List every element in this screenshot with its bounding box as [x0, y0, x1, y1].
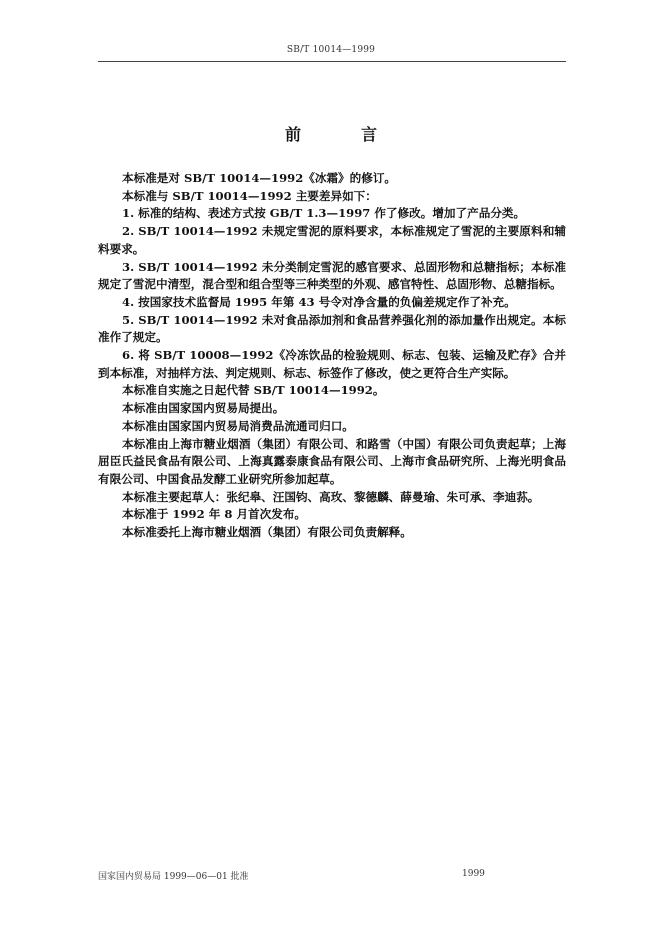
paragraph-centralized-by: 本标准由国家国内贸易局消费品流通司归口。 — [122, 418, 354, 433]
paragraph-difference-4: 4. 按国家技术监督局 1995 年第 43 号令对净含量的负偏差规定作了补充。 — [122, 294, 516, 309]
paragraph-differences-intro: 本标准与 SB/T 10014—1992 主要差异如下： — [122, 188, 377, 203]
paragraph-interpretation: 本标准委托上海市糖业烟酒（集团）有限公司负责解释。 — [122, 525, 412, 540]
header-rule — [98, 61, 566, 62]
paragraph-replacement: 本标准自实施之日起代替 SB/T 10014—1992。 — [122, 383, 385, 398]
paragraph-difference-2: 2. SB/T 10014—1992 未规定雪泥的原料要求，本标准规定了雪泥的主要原料和辅料要求。 — [98, 224, 566, 256]
paragraph-first-issue: 本标准于 1992 年 8 月首次发布。 — [122, 507, 307, 522]
header-standard-code: SB/T 10014—1999 — [286, 45, 376, 55]
paragraph-difference-1: 1. 标准的结构、表述方式按 GB/T 1.3—1997 作了修改。增加了产品分类。 — [122, 206, 526, 221]
paragraph-revision-note: 本标准是对 SB/T 10014—1992《冰霜》的修订。 — [122, 171, 397, 185]
footer-year: 1999 — [462, 869, 485, 879]
paragraph-proposer: 本标准由国家国内贸易局提出。 — [122, 401, 285, 416]
paragraph-drafting-units: 本标准由上海市糖业烟酒（集团）有限公司、和路雪（中国）有限公司负责起草；上海屈臣氏益民食品有限公司、上海真露泰康食品有限公司、上海市食品研究所、上海光明食品有限公司、中国食品发酵工业研究所参加起草。 — [98, 436, 566, 486]
paragraph-drafters: 本标准主要起草人：张纪皋、汪国钧、高玫、黎德麟、薛曼瑜、朱可承、李迪荪。 — [122, 489, 540, 504]
paragraph-difference-5: 5. SB/T 10014—1992 未对食品添加剂和食品营养强化剂的添加量作出规定。本标准作了规定。 — [98, 312, 566, 345]
paragraph-difference-6: 6. 将 SB/T 10008—1992《冷冻饮品的检验规则、标志、包装、运输及贮存》合并到本标准，对抽样方法、判定规则、标志、标签作了修改，使之更符合生产实际。 — [98, 348, 566, 380]
page-title: 前 言 — [284, 125, 399, 144]
paragraph-difference-3: 3. SB/T 10014—1992 未分类制定雪泥的感官要求、总固形物和总糖指标；本标准规定了雪泥中清型，混合型和组合型等三种类型的外观、感官特性、总固形物、总糖指标。 — [98, 259, 566, 292]
foreword-body — [98, 170, 566, 542]
footer-approval: 国家国内贸易局 1999—06—01 批准 — [98, 872, 249, 882]
